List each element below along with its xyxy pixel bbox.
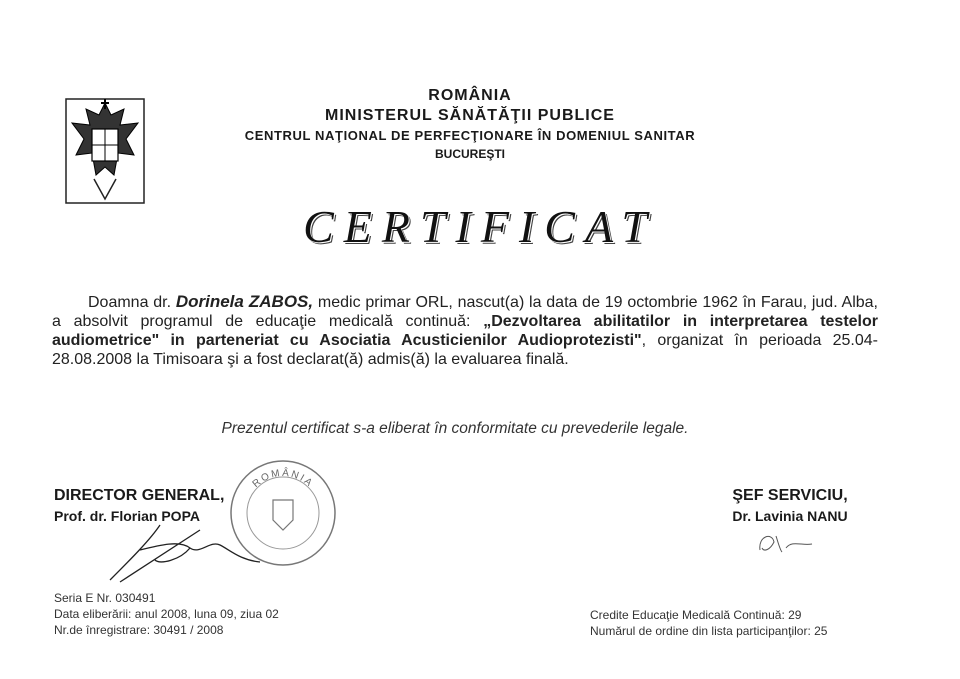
legal-note: Prezentul certificat s-a eliberat în conformitate cu prevederile legale. bbox=[221, 420, 689, 437]
recipient-name: Dorinela ZABOS, bbox=[175, 292, 314, 311]
director-role: DIRECTOR GENERAL, bbox=[54, 487, 225, 504]
certificate-title: CERTIFICAT bbox=[303, 201, 657, 252]
body-text-1: medic primar ORL, nascut(a) la data de 19 octombrie 1962 în Farau, jud. Alba, a absolvit programul de educaţie medicală continuă: bbox=[52, 294, 878, 330]
chief-signature-icon bbox=[752, 528, 822, 558]
svg-text:ROMÂNIA bbox=[251, 466, 316, 490]
chief-role: ŞEF SERVICIU, bbox=[732, 487, 848, 504]
city-heading: BUCUREŞTI bbox=[434, 147, 505, 161]
director-signature-icon bbox=[100, 520, 300, 590]
coat-of-arms-icon bbox=[64, 95, 146, 207]
chief-signature-block bbox=[700, 486, 880, 526]
certificate-body bbox=[52, 292, 878, 369]
credits: Credite Educaţie Medicală Continuă: 29 bbox=[590, 608, 802, 622]
credit-details bbox=[590, 607, 827, 639]
director-name: Prof. dr. Florian POPA bbox=[54, 508, 200, 524]
body-text-2: , organizat în perioada 25.04-28.08.2008 la Timisoara şi a fost declarat(ă) admis(ă) la evaluarea finală. bbox=[52, 332, 878, 368]
stamp-text: ROMÂNIA bbox=[250, 467, 316, 490]
series-number: Seria E Nr. 030491 bbox=[54, 591, 156, 605]
center-heading: CENTRUL NAŢIONAL DE PERFECŢIONARE ÎN DOMENIUL SANITAR bbox=[244, 128, 696, 143]
salutation: Doamna dr. bbox=[88, 294, 172, 311]
ministry-heading: MINISTERUL SĂNĂTĂŢII PUBLICE bbox=[325, 107, 615, 124]
issue-date: Data eliberării: anul 2008, luna 09, ziua 02 bbox=[54, 607, 279, 621]
country-heading: ROMÂNIA bbox=[428, 87, 512, 104]
chief-name: Dr. Lavinia NANU bbox=[732, 508, 848, 524]
issuer-header bbox=[150, 86, 790, 163]
registration-number: Nr.de înregistrare: 30491 / 2008 bbox=[54, 623, 224, 637]
program-name: „Dezvoltarea abilitatilor in interpretarea testelor audiometrice" in parteneriat cu Asociatia Acusticienilor Audioprotezisti" bbox=[52, 313, 879, 349]
issue-details bbox=[54, 590, 279, 638]
order-number: Numărul de ordine din lista participanţilor: 25 bbox=[590, 624, 828, 638]
